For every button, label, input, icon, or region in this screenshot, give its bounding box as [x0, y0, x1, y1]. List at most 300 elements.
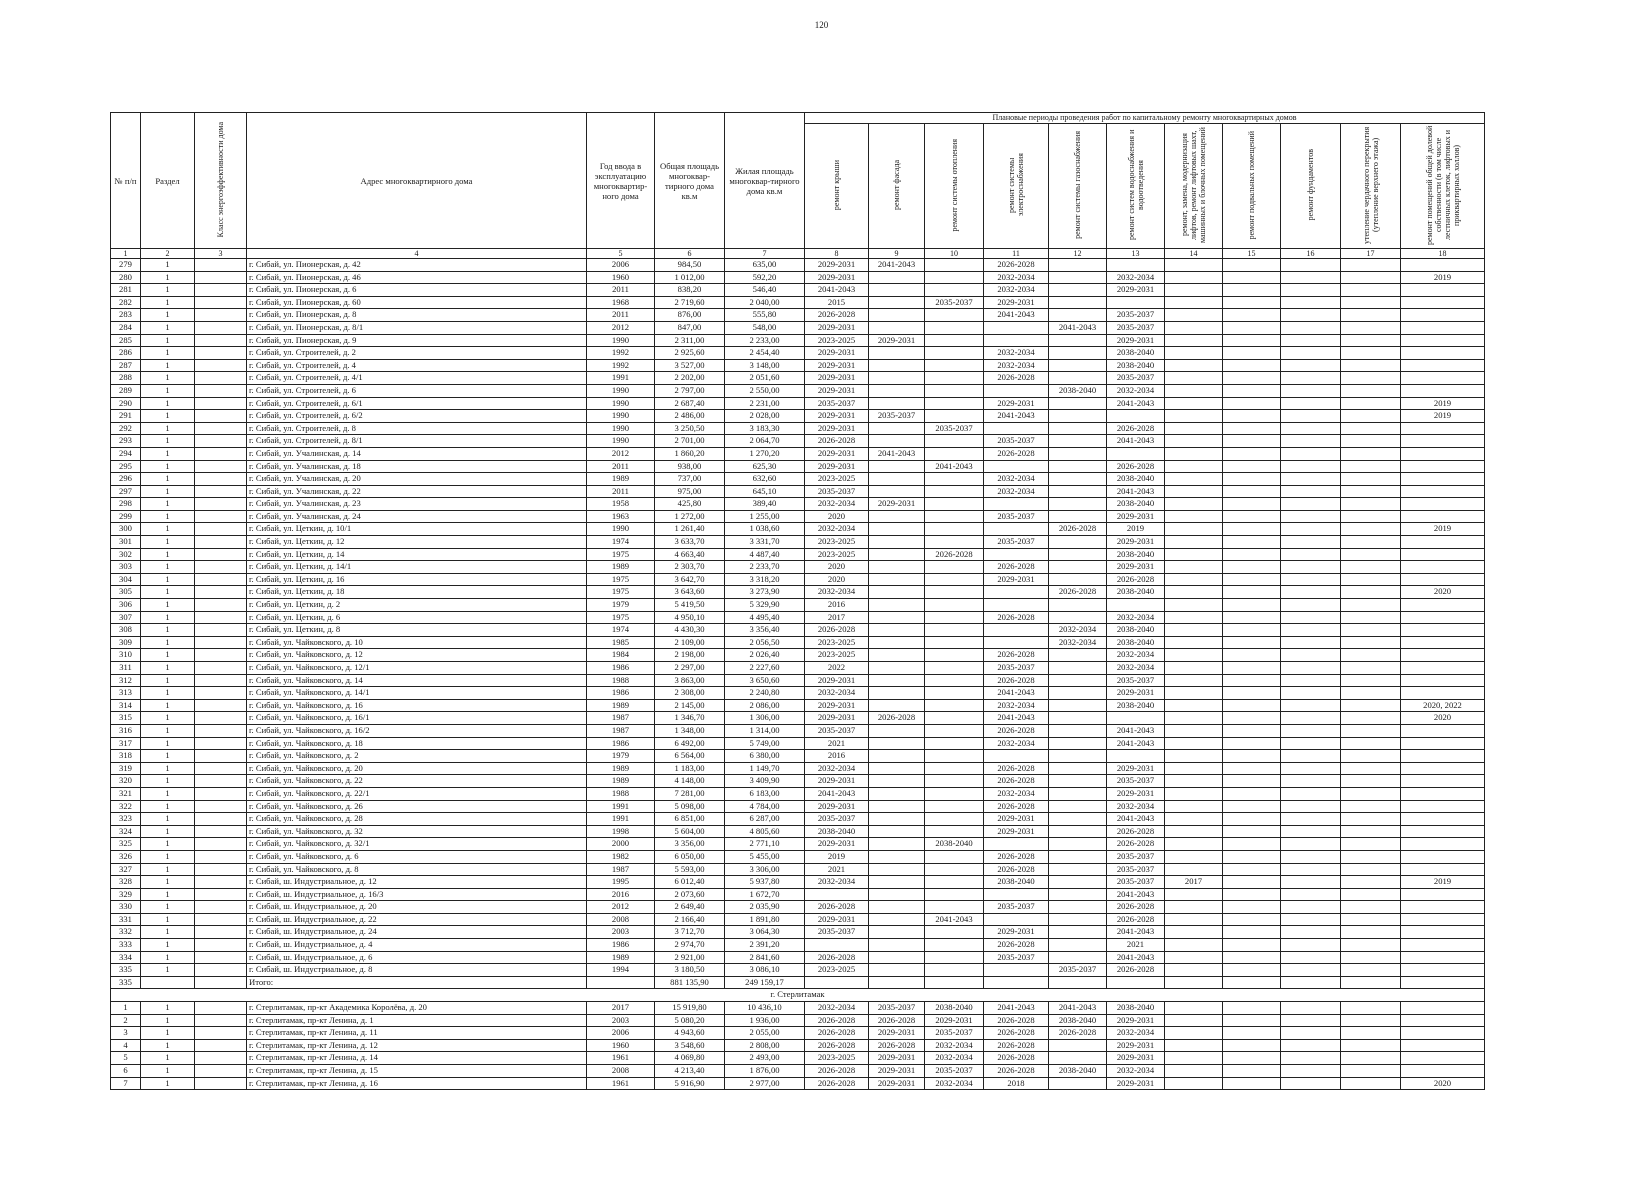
table-cell: 1984 — [587, 649, 655, 662]
table-cell — [869, 536, 925, 549]
table-cell — [1223, 838, 1281, 851]
table-cell — [1049, 548, 1107, 561]
table-cell — [869, 687, 925, 700]
table-cell: 1 — [141, 1052, 195, 1065]
table-cell: 1 — [141, 913, 195, 926]
table-cell — [195, 271, 247, 284]
table-cell — [869, 699, 925, 712]
table-cell — [195, 536, 247, 549]
table-cell: 323 — [111, 813, 141, 826]
table-cell — [1223, 611, 1281, 624]
table-cell — [1281, 901, 1341, 914]
table-cell — [984, 599, 1049, 612]
table-cell — [1049, 976, 1107, 989]
table-cell: 4 148,00 — [655, 775, 725, 788]
table-cell — [195, 372, 247, 385]
table-cell — [195, 825, 247, 838]
table-cell: 315 — [111, 712, 141, 725]
table-cell: 555,80 — [725, 309, 805, 322]
table-cell: 2 391,20 — [725, 939, 805, 952]
table-cell — [1223, 750, 1281, 763]
table-cell: 389,40 — [725, 498, 805, 511]
table-cell: г. Сибай, ул. Цеткин, д. 16 — [247, 573, 587, 586]
table-cell — [1223, 926, 1281, 939]
table-cell — [1281, 359, 1341, 372]
table-cell: 298 — [111, 498, 141, 511]
table-cell: 2026-2028 — [805, 1039, 869, 1052]
table-cell: 296 — [111, 473, 141, 486]
table-cell: г. Сибай, ул. Цеткин, д. 18 — [247, 586, 587, 599]
table-cell: 1 — [141, 372, 195, 385]
table-cell: 847,00 — [655, 321, 725, 334]
table-cell: 2035-2037 — [984, 510, 1049, 523]
table-cell: 1 — [141, 259, 195, 272]
table-row — [111, 699, 1485, 712]
table-cell — [1281, 498, 1341, 511]
table-cell — [1049, 800, 1107, 813]
table-cell — [195, 334, 247, 347]
table-cell: 295 — [111, 460, 141, 473]
col-header-year: Год ввода в эксплуатацию многоквартир-ного дома — [587, 113, 655, 249]
table-cell: 309 — [111, 636, 141, 649]
table-cell — [1401, 321, 1485, 334]
table-cell — [195, 321, 247, 334]
table-cell — [1401, 1014, 1485, 1027]
table-cell — [925, 271, 984, 284]
table-cell — [1223, 599, 1281, 612]
table-cell: 2018 — [984, 1077, 1049, 1090]
table-cell: 2029-2031 — [1107, 1077, 1165, 1090]
table-cell: 5 455,00 — [725, 850, 805, 863]
table-cell — [195, 674, 247, 687]
table-cell — [925, 334, 984, 347]
table-row — [111, 1027, 1485, 1040]
table-cell — [925, 510, 984, 523]
table-cell — [1281, 536, 1341, 549]
table-cell — [1049, 876, 1107, 889]
table-cell — [195, 850, 247, 863]
table-cell: 2023-2025 — [805, 964, 869, 977]
table-cell: 2011 — [587, 460, 655, 473]
table-row — [111, 611, 1485, 624]
table-cell — [1223, 410, 1281, 423]
table-cell — [1341, 636, 1401, 649]
table-cell — [925, 536, 984, 549]
table-cell: 330 — [111, 901, 141, 914]
table-cell: г. Сибай, ул. Строителей, д. 6/1 — [247, 397, 587, 410]
table-cell: г. Сибай, ул. Цеткин, д. 12 — [247, 536, 587, 549]
table-cell: г. Сибай, ул. Чайковского, д. 12 — [247, 649, 587, 662]
table-row — [111, 447, 1485, 460]
table-cell — [1281, 951, 1341, 964]
table-cell — [1341, 662, 1401, 675]
table-cell — [1223, 1052, 1281, 1065]
table-cell: 286 — [111, 347, 141, 360]
table-cell: 1975 — [587, 586, 655, 599]
table-cell: г. Сибай, ул. Чайковского, д. 16/2 — [247, 724, 587, 737]
table-cell — [1049, 662, 1107, 675]
table-cell — [195, 1065, 247, 1078]
table-cell — [869, 347, 925, 360]
table-cell — [1223, 422, 1281, 435]
table-cell — [1049, 674, 1107, 687]
total-row — [111, 976, 1485, 989]
table-cell — [869, 586, 925, 599]
table-row — [111, 536, 1485, 549]
table-cell — [1165, 750, 1223, 763]
table-row — [111, 372, 1485, 385]
table-cell — [869, 737, 925, 750]
table-cell: 2035-2037 — [984, 951, 1049, 964]
table-cell: 2003 — [587, 926, 655, 939]
table-cell — [1341, 599, 1401, 612]
table-cell: 2032-2034 — [925, 1039, 984, 1052]
table-cell — [1281, 447, 1341, 460]
table-cell — [869, 926, 925, 939]
table-cell — [1341, 435, 1401, 448]
table-cell — [869, 964, 925, 977]
table-cell — [869, 384, 925, 397]
table-cell: 2 109,00 — [655, 636, 725, 649]
table-cell: 1 — [141, 1065, 195, 1078]
table-row — [111, 724, 1485, 737]
table-cell: 1 — [141, 334, 195, 347]
table-cell — [1281, 876, 1341, 889]
table-cell: 1 — [141, 699, 195, 712]
table-cell: 5 593,00 — [655, 863, 725, 876]
table-cell: 838,20 — [655, 284, 725, 297]
table-cell: г. Сибай, ул. Строителей, д. 4/1 — [247, 372, 587, 385]
table-cell — [925, 926, 984, 939]
table-cell: 1 — [141, 321, 195, 334]
table-cell — [1401, 485, 1485, 498]
table-cell — [1401, 1027, 1485, 1040]
table-cell — [1401, 372, 1485, 385]
table-cell — [195, 662, 247, 675]
table-cell: 5 080,20 — [655, 1014, 725, 1027]
table-cell: 2032-2034 — [984, 699, 1049, 712]
table-cell — [1341, 687, 1401, 700]
column-number: 13 — [1107, 249, 1165, 259]
table-cell — [1223, 687, 1281, 700]
table-cell — [1049, 372, 1107, 385]
table-cell: 2 026,40 — [725, 649, 805, 662]
table-cell — [1223, 699, 1281, 712]
table-cell — [869, 624, 925, 637]
table-cell — [1281, 410, 1341, 423]
table-cell — [1165, 775, 1223, 788]
table-cell: 2026-2028 — [984, 1052, 1049, 1065]
group-header-planned-periods: Плановые периоды проведения работ по капитальному ремонту многоквартирных домов — [805, 113, 1485, 124]
table-cell: 1 272,00 — [655, 510, 725, 523]
table-cell: 2 231,00 — [725, 397, 805, 410]
table-cell — [195, 926, 247, 939]
table-cell: 2020 — [805, 510, 869, 523]
column-number: 10 — [925, 249, 984, 259]
table-cell — [1107, 259, 1165, 272]
table-cell — [984, 913, 1049, 926]
table-cell — [1223, 939, 1281, 952]
table-cell: 2 202,00 — [655, 372, 725, 385]
table-cell: 2032-2034 — [1107, 662, 1165, 675]
table-cell: 320 — [111, 775, 141, 788]
table-cell — [869, 321, 925, 334]
table-cell — [1165, 561, 1223, 574]
table-cell: г. Сибай, ш. Индустриальное, д. 8 — [247, 964, 587, 977]
table-cell: 3 642,70 — [655, 573, 725, 586]
col-header-total-area: Общая площадь многоквар-тирного дома кв.м — [655, 113, 725, 249]
table-cell — [1165, 699, 1223, 712]
table-cell — [1401, 976, 1485, 989]
table-cell — [1049, 724, 1107, 737]
table-row — [111, 926, 1485, 939]
col-header-elevators: ремонт, замена, модернизация лифтов, ремонт лифтовых шахт, машинных и блочных помещений — [1165, 124, 1223, 249]
table-cell — [925, 309, 984, 322]
table-cell — [1341, 548, 1401, 561]
table-cell — [1341, 347, 1401, 360]
table-cell — [1223, 636, 1281, 649]
table-cell: г. Стерлитамак, пр-кт Ленина, д. 11 — [247, 1027, 587, 1040]
table-cell — [1165, 913, 1223, 926]
table-cell — [984, 624, 1049, 637]
col-header-common-premises: ремонт помещений общей долевой собственности (в том числе лестничных клеток, лифтовых и приквартирных холлов) — [1401, 124, 1485, 249]
table-cell — [1165, 1014, 1223, 1027]
table-cell: 2 086,00 — [725, 699, 805, 712]
table-cell — [1049, 611, 1107, 624]
table-cell — [1281, 674, 1341, 687]
table-cell: 2041-2043 — [869, 259, 925, 272]
table-cell — [1165, 813, 1223, 826]
table-cell: 2 454,40 — [725, 347, 805, 360]
table-cell: 1 — [141, 838, 195, 851]
table-cell: 2 974,70 — [655, 939, 725, 952]
table-cell: 333 — [111, 939, 141, 952]
table-cell: 5 916,90 — [655, 1077, 725, 1090]
table-cell — [1165, 359, 1223, 372]
table-cell — [1165, 838, 1223, 851]
table-cell: 2011 — [587, 309, 655, 322]
table-cell — [1401, 599, 1485, 612]
table-cell — [925, 687, 984, 700]
table-cell — [1049, 422, 1107, 435]
table-cell — [925, 561, 984, 574]
table-cell — [195, 762, 247, 775]
table-cell: 1 — [141, 825, 195, 838]
table-row — [111, 1077, 1485, 1090]
table-cell: 2011 — [587, 485, 655, 498]
table-cell — [195, 422, 247, 435]
table-cell — [1049, 687, 1107, 700]
col-header-facade: ремонт фасада — [869, 124, 925, 249]
table-cell — [1165, 800, 1223, 813]
table-row — [111, 1039, 1485, 1052]
table-cell — [1341, 359, 1401, 372]
table-cell — [925, 775, 984, 788]
table-cell — [1049, 901, 1107, 914]
table-cell: г. Сибай, ул. Чайковского, д. 32 — [247, 825, 587, 838]
table-cell: 7 — [111, 1077, 141, 1090]
table-cell — [1281, 699, 1341, 712]
table-cell: 881 135,90 — [655, 976, 725, 989]
table-row — [111, 548, 1485, 561]
table-cell — [1165, 447, 1223, 460]
table-cell — [195, 384, 247, 397]
city-section-label: г. Стерлитамак — [111, 989, 1485, 1002]
column-number: 15 — [1223, 249, 1281, 259]
table-cell — [195, 435, 247, 448]
table-cell: 4 — [111, 1039, 141, 1052]
table-cell — [925, 850, 984, 863]
table-cell — [1281, 1002, 1341, 1015]
table-cell: 2008 — [587, 913, 655, 926]
table-cell: г. Стерлитамак, пр-кт Ленина, д. 12 — [247, 1039, 587, 1052]
table-cell: 1990 — [587, 384, 655, 397]
table-cell — [1223, 913, 1281, 926]
table-cell: 1961 — [587, 1052, 655, 1065]
column-number: 17 — [1341, 249, 1401, 259]
table-row — [111, 888, 1485, 901]
table-cell: 2029-2031 — [805, 372, 869, 385]
table-cell — [1341, 485, 1401, 498]
table-cell: 2038-2040 — [1107, 1002, 1165, 1015]
table-cell: 2016 — [805, 599, 869, 612]
table-row — [111, 1065, 1485, 1078]
table-cell: г. Сибай, ул. Строителей, д. 6/2 — [247, 410, 587, 423]
table-cell — [925, 636, 984, 649]
table-cell — [1049, 737, 1107, 750]
table-cell: 2023-2025 — [805, 548, 869, 561]
table-cell: 2041-2043 — [925, 460, 984, 473]
table-cell: 2020 — [805, 573, 869, 586]
table-cell: 317 — [111, 737, 141, 750]
table-cell: 2041-2043 — [984, 309, 1049, 322]
table-cell — [869, 510, 925, 523]
table-cell: г. Стерлитамак, пр-кт Ленина, д. 1 — [247, 1014, 587, 1027]
table-cell: 2038-2040 — [1107, 498, 1165, 511]
table-cell: 2 701,00 — [655, 435, 725, 448]
table-cell — [1281, 259, 1341, 272]
table-cell: 303 — [111, 561, 141, 574]
table-cell — [1223, 1002, 1281, 1015]
table-cell — [1165, 712, 1223, 725]
table-cell — [869, 863, 925, 876]
table-row — [111, 573, 1485, 586]
table-cell — [1281, 926, 1341, 939]
column-number: 1 — [111, 249, 141, 259]
table-cell: 2021 — [1107, 939, 1165, 952]
table-cell: 2019 — [1107, 523, 1165, 536]
table-cell — [1401, 838, 1485, 851]
table-cell — [1165, 1039, 1223, 1052]
table-row — [111, 422, 1485, 435]
table-cell: 2038-2040 — [1107, 586, 1165, 599]
table-cell: 2035-2037 — [805, 926, 869, 939]
table-cell: 1990 — [587, 397, 655, 410]
table-cell: 3 148,00 — [725, 359, 805, 372]
table-cell — [1341, 498, 1401, 511]
column-number: 12 — [1049, 249, 1107, 259]
table-cell: 2020 — [1401, 586, 1485, 599]
table-cell — [1401, 1052, 1485, 1065]
table-cell — [195, 347, 247, 360]
table-cell: 1986 — [587, 939, 655, 952]
table-cell — [195, 447, 247, 460]
table-cell — [1341, 901, 1401, 914]
table-cell: 2035-2037 — [805, 397, 869, 410]
table-cell: 1 — [141, 724, 195, 737]
table-cell — [1281, 334, 1341, 347]
table-cell — [869, 775, 925, 788]
table-cell: 2 056,50 — [725, 636, 805, 649]
table-cell: 1989 — [587, 699, 655, 712]
table-cell: 2029-2031 — [1107, 1039, 1165, 1052]
table-cell — [925, 863, 984, 876]
table-row — [111, 951, 1485, 964]
table-cell — [195, 939, 247, 952]
table-cell: 2035-2037 — [1107, 876, 1165, 889]
table-cell: 1 — [141, 422, 195, 435]
table-cell — [925, 813, 984, 826]
table-cell: 1 — [111, 1002, 141, 1015]
table-cell — [1049, 536, 1107, 549]
table-cell: 3 318,20 — [725, 573, 805, 586]
table-cell: 1988 — [587, 674, 655, 687]
table-cell — [1341, 573, 1401, 586]
table-cell: 292 — [111, 422, 141, 435]
table-cell: 2041-2043 — [1049, 321, 1107, 334]
table-cell — [869, 750, 925, 763]
column-number: 16 — [1281, 249, 1341, 259]
table-cell — [1223, 762, 1281, 775]
table-cell: 2041-2043 — [1107, 435, 1165, 448]
table-cell: 2 233,70 — [725, 561, 805, 574]
table-row — [111, 384, 1485, 397]
col-header-basement: ремонт подвальных помещений — [1223, 124, 1281, 249]
table-cell — [195, 523, 247, 536]
table-cell: 548,00 — [725, 321, 805, 334]
table-cell — [195, 359, 247, 372]
table-cell: 1994 — [587, 964, 655, 977]
table-cell: 1 — [141, 296, 195, 309]
table-row — [111, 510, 1485, 523]
table-row — [111, 750, 1485, 763]
table-cell — [925, 447, 984, 460]
table-cell: г. Сибай, ш. Индустриальное, д. 16/3 — [247, 888, 587, 901]
table-cell: 1 — [141, 359, 195, 372]
table-cell: 311 — [111, 662, 141, 675]
table-cell — [984, 636, 1049, 649]
table-cell: 1 — [141, 649, 195, 662]
table-cell: 335 — [111, 964, 141, 977]
table-cell — [1281, 825, 1341, 838]
table-cell — [1049, 699, 1107, 712]
table-cell: 2 035,90 — [725, 901, 805, 914]
table-cell: 301 — [111, 536, 141, 549]
table-cell: 2023-2025 — [805, 636, 869, 649]
table-cell — [1281, 863, 1341, 876]
table-cell: 2038-2040 — [1107, 473, 1165, 486]
table-cell: 2 051,60 — [725, 372, 805, 385]
table-cell: 1961 — [587, 1077, 655, 1090]
table-cell — [195, 813, 247, 826]
table-cell — [195, 460, 247, 473]
table-cell: 2 486,00 — [655, 410, 725, 423]
table-cell: г. Сибай, ул. Строителей, д. 4 — [247, 359, 587, 372]
table-cell — [1341, 775, 1401, 788]
table-row — [111, 259, 1485, 272]
table-cell: 2020 — [1401, 712, 1485, 725]
table-cell — [925, 359, 984, 372]
